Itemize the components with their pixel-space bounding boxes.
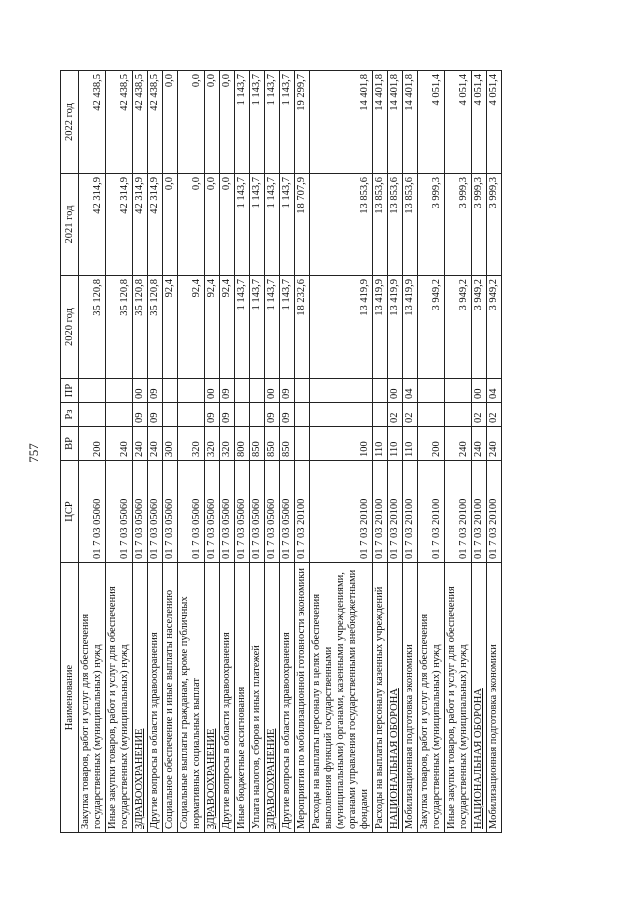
row-rz-cell: 09: [265, 403, 280, 427]
row-2022-cell: 0,0: [178, 71, 205, 174]
row-name-cell: Иные закупки товаров, работ и услуг для обеспечения государственных (муниципальных) нужд: [106, 563, 133, 833]
row-2021-cell: 13 853,6: [388, 174, 403, 276]
row-vr-cell: 110: [388, 427, 403, 461]
row-rz-cell: 02: [472, 403, 487, 427]
row-2021-cell: 1 143,7: [235, 174, 250, 276]
row-2021-cell: 0,0: [205, 174, 220, 276]
table-row: [220, 71, 235, 833]
row-name-cell: Закупка товаров, работ и услуг для обеспечения государственных (муниципальных) нужд: [79, 563, 106, 833]
table-row: [310, 71, 373, 833]
rotated-table-container: [60, 71, 568, 833]
row-vr-cell: 240: [148, 427, 163, 461]
row-vr-cell: 300: [163, 427, 178, 461]
row-vr-cell: 240: [133, 427, 148, 461]
row-name-cell: НАЦИОНАЛЬНАЯ ОБОРОНА: [472, 563, 487, 833]
row-2021-cell: 3 999,3: [472, 174, 487, 276]
row-name-cell: Расходы на выплаты персоналу казенных учреждений: [373, 563, 388, 833]
row-rz-cell: 09: [220, 403, 235, 427]
table-body: [79, 71, 502, 833]
row-2021-cell: 1 143,7: [250, 174, 265, 276]
row-vr-cell: 320: [178, 427, 205, 461]
table-row: [148, 71, 163, 833]
row-2022-cell: 4 051,4: [418, 71, 445, 174]
row-name-cell: Мобилизационная подготовка экономики: [487, 563, 502, 833]
row-rz-cell: 09: [148, 403, 163, 427]
row-2020-cell: 35 120,8: [79, 276, 106, 379]
row-vr-cell: 240: [445, 427, 472, 461]
row-2020-cell: 13 419,9: [388, 276, 403, 379]
row-2021-cell: 42 314,9: [148, 174, 163, 276]
row-name-cell: Уплата налогов, сборов и иных платежей: [250, 563, 265, 833]
row-2020-cell: 1 143,7: [235, 276, 250, 379]
row-2020-cell: 92,4: [220, 276, 235, 379]
row-pr-cell: [418, 379, 445, 403]
row-csr-cell: 01 7 03 20100: [310, 461, 373, 563]
row-rz-cell: 02: [487, 403, 502, 427]
page-number: 757: [26, 443, 41, 463]
row-vr-cell: 240: [472, 427, 487, 461]
row-rz-cell: 09: [280, 403, 295, 427]
row-2021-cell: 1 143,7: [265, 174, 280, 276]
row-rz-cell: 09: [205, 403, 220, 427]
table-row: [79, 71, 106, 833]
row-2021-cell: 3 999,3: [487, 174, 502, 276]
row-csr-cell: 01 7 03 20100: [388, 461, 403, 563]
row-name-cell: НАЦИОНАЛЬНАЯ ОБОРОНА: [388, 563, 403, 833]
row-csr-cell: 01 7 03 20100: [295, 461, 310, 563]
table-row: [250, 71, 265, 833]
row-csr-cell: 01 7 03 20100: [472, 461, 487, 563]
row-pr-cell: [310, 379, 373, 403]
row-csr-cell: 01 7 03 05060: [178, 461, 205, 563]
row-csr-cell: 01 7 03 05060: [133, 461, 148, 563]
budget-table: [60, 70, 502, 833]
row-2020-cell: 13 419,9: [310, 276, 373, 379]
row-vr-cell: 240: [487, 427, 502, 461]
row-csr-cell: 01 7 03 20100: [487, 461, 502, 563]
row-2020-cell: 1 143,7: [265, 276, 280, 379]
row-2021-cell: 0,0: [220, 174, 235, 276]
row-pr-cell: 00: [133, 379, 148, 403]
row-csr-cell: 01 7 03 20100: [373, 461, 388, 563]
row-name-cell: Другие вопросы в области здравоохранения: [220, 563, 235, 833]
row-pr-cell: [79, 379, 106, 403]
row-name-cell: Мероприятия по мобилизационной готовности экономики: [295, 563, 310, 833]
row-vr-cell: [295, 427, 310, 461]
row-2020-cell: 35 120,8: [106, 276, 133, 379]
row-rz-cell: 09: [133, 403, 148, 427]
header-name: Наименование: [61, 563, 79, 833]
row-pr-cell: 00: [205, 379, 220, 403]
row-pr-cell: [106, 379, 133, 403]
row-csr-cell: 01 7 03 05060: [235, 461, 250, 563]
row-2020-cell: 1 143,7: [280, 276, 295, 379]
row-2022-cell: 19 299,7: [295, 71, 310, 174]
row-2021-cell: 0,0: [178, 174, 205, 276]
row-2022-cell: 4 051,4: [472, 71, 487, 174]
row-rz-cell: [106, 403, 133, 427]
row-pr-cell: 04: [403, 379, 418, 403]
row-2020-cell: 92,4: [178, 276, 205, 379]
row-2022-cell: 1 143,7: [280, 71, 295, 174]
row-rz-cell: [79, 403, 106, 427]
row-csr-cell: 01 7 03 05060: [250, 461, 265, 563]
row-pr-cell: [445, 379, 472, 403]
table-row: [133, 71, 148, 833]
table-row: [265, 71, 280, 833]
row-2021-cell: 42 314,9: [79, 174, 106, 276]
row-name-cell: ЗДРАВООХРАНЕНИЕ: [133, 563, 148, 833]
row-2020-cell: 13 419,9: [403, 276, 418, 379]
row-pr-cell: [295, 379, 310, 403]
header-2020: 2020 год: [61, 276, 79, 379]
row-name-cell: Иные закупки товаров, работ и услуг для обеспечения государственных (муниципальных) нужд: [445, 563, 472, 833]
table-row: [205, 71, 220, 833]
row-name-cell: Другие вопросы в области здравоохранения: [280, 563, 295, 833]
table-row: [280, 71, 295, 833]
row-csr-cell: 01 7 03 05060: [163, 461, 178, 563]
row-2020-cell: 18 232,6: [295, 276, 310, 379]
row-pr-cell: 04: [487, 379, 502, 403]
row-2022-cell: 4 051,4: [445, 71, 472, 174]
table-row: [373, 71, 388, 833]
row-2021-cell: 13 853,6: [373, 174, 388, 276]
row-2022-cell: 1 143,7: [265, 71, 280, 174]
table-row: [178, 71, 205, 833]
table-row: [403, 71, 418, 833]
row-2022-cell: 0,0: [205, 71, 220, 174]
table-row: [388, 71, 403, 833]
row-vr-cell: 110: [373, 427, 388, 461]
header-vr: ВР: [61, 427, 79, 461]
row-pr-cell: 00: [388, 379, 403, 403]
row-name-cell: Иные бюджетные ассигнования: [235, 563, 250, 833]
row-2022-cell: 42 438,5: [106, 71, 133, 174]
row-2022-cell: 1 143,7: [250, 71, 265, 174]
row-name-cell: Расходы на выплаты персоналу в целях обеспечения выполнения функций государственными (муниципальными) органами, казенными учреждениями, органами управления государственными внебюджетными фондами: [310, 563, 373, 833]
header-csr: ЦСР: [61, 461, 79, 563]
row-pr-cell: [163, 379, 178, 403]
row-2022-cell: 42 438,5: [79, 71, 106, 174]
row-csr-cell: 01 7 03 05060: [79, 461, 106, 563]
row-2021-cell: 3 999,3: [418, 174, 445, 276]
row-2022-cell: 14 401,8: [388, 71, 403, 174]
row-2021-cell: 13 853,6: [403, 174, 418, 276]
header-pr: ПР: [61, 379, 79, 403]
row-2020-cell: 3 949,2: [472, 276, 487, 379]
row-2020-cell: 13 419,9: [373, 276, 388, 379]
row-pr-cell: 00: [265, 379, 280, 403]
table-row: [163, 71, 178, 833]
row-2020-cell: 35 120,8: [133, 276, 148, 379]
row-2021-cell: 0,0: [163, 174, 178, 276]
row-vr-cell: 100: [310, 427, 373, 461]
table-row: [106, 71, 133, 833]
header-2021: 2021 год: [61, 174, 79, 276]
row-vr-cell: 240: [106, 427, 133, 461]
row-name-cell: Мобилизационная подготовка экономики: [403, 563, 418, 833]
row-2022-cell: 14 401,8: [310, 71, 373, 174]
row-name-cell: Социальное обеспечение и иные выплаты населению: [163, 563, 178, 833]
row-rz-cell: [178, 403, 205, 427]
row-2022-cell: 1 143,7: [235, 71, 250, 174]
row-2022-cell: 14 401,8: [373, 71, 388, 174]
row-2020-cell: 3 949,2: [445, 276, 472, 379]
row-rz-cell: [163, 403, 178, 427]
row-pr-cell: 09: [148, 379, 163, 403]
row-csr-cell: 01 7 03 05060: [280, 461, 295, 563]
row-2020-cell: 92,4: [205, 276, 220, 379]
row-pr-cell: 09: [280, 379, 295, 403]
row-name-cell: Социальные выплаты гражданам, кроме публичных нормативных социальных выплат: [178, 563, 205, 833]
table-row: [418, 71, 445, 833]
row-pr-cell: [178, 379, 205, 403]
row-rz-cell: 02: [403, 403, 418, 427]
row-2022-cell: 0,0: [163, 71, 178, 174]
row-2020-cell: 92,4: [163, 276, 178, 379]
row-csr-cell: 01 7 03 20100: [403, 461, 418, 563]
table-row: [235, 71, 250, 833]
row-rz-cell: [418, 403, 445, 427]
row-2022-cell: 0,0: [220, 71, 235, 174]
row-pr-cell: [250, 379, 265, 403]
row-vr-cell: 850: [280, 427, 295, 461]
row-name-cell: ЗДРАВООХРАНЕНИЕ: [205, 563, 220, 833]
row-rz-cell: [373, 403, 388, 427]
row-rz-cell: [310, 403, 373, 427]
header-2022: 2022 год: [61, 71, 79, 174]
row-csr-cell: 01 7 03 05060: [265, 461, 280, 563]
row-vr-cell: 200: [79, 427, 106, 461]
row-2021-cell: 13 853,6: [310, 174, 373, 276]
row-rz-cell: [235, 403, 250, 427]
row-2022-cell: 42 438,5: [148, 71, 163, 174]
table-row: [472, 71, 487, 833]
row-pr-cell: 00: [472, 379, 487, 403]
row-2022-cell: 14 401,8: [403, 71, 418, 174]
row-2020-cell: 3 949,2: [487, 276, 502, 379]
row-vr-cell: 850: [265, 427, 280, 461]
row-name-cell: Закупка товаров, работ и услуг для обеспечения государственных (муниципальных) нужд: [418, 563, 445, 833]
row-csr-cell: 01 7 03 05060: [148, 461, 163, 563]
row-vr-cell: 110: [403, 427, 418, 461]
row-2021-cell: 42 314,9: [106, 174, 133, 276]
table-row: [487, 71, 502, 833]
row-name-cell: ЗДРАВООХРАНЕНИЕ: [265, 563, 280, 833]
row-vr-cell: 800: [235, 427, 250, 461]
row-pr-cell: [373, 379, 388, 403]
row-csr-cell: 01 7 03 05060: [205, 461, 220, 563]
row-pr-cell: [235, 379, 250, 403]
row-csr-cell: 01 7 03 20100: [418, 461, 445, 563]
row-2020-cell: 3 949,2: [418, 276, 445, 379]
row-2020-cell: 1 143,7: [250, 276, 265, 379]
row-2021-cell: 1 143,7: [280, 174, 295, 276]
row-vr-cell: 320: [220, 427, 235, 461]
row-rz-cell: [250, 403, 265, 427]
table-row: [295, 71, 310, 833]
row-rz-cell: [295, 403, 310, 427]
row-rz-cell: [445, 403, 472, 427]
row-2022-cell: 4 051,4: [487, 71, 502, 174]
row-2021-cell: 18 707,9: [295, 174, 310, 276]
table-header-row: [61, 71, 79, 833]
row-pr-cell: 09: [220, 379, 235, 403]
row-vr-cell: 850: [250, 427, 265, 461]
row-csr-cell: 01 7 03 05060: [106, 461, 133, 563]
row-name-cell: Другие вопросы в области здравоохранения: [148, 563, 163, 833]
row-2021-cell: 3 999,3: [445, 174, 472, 276]
row-rz-cell: 02: [388, 403, 403, 427]
row-2022-cell: 42 438,5: [133, 71, 148, 174]
row-vr-cell: 320: [205, 427, 220, 461]
row-csr-cell: 01 7 03 20100: [445, 461, 472, 563]
header-rz: Рз: [61, 403, 79, 427]
table-row: [445, 71, 472, 833]
row-vr-cell: 200: [418, 427, 445, 461]
row-csr-cell: 01 7 03 05060: [220, 461, 235, 563]
row-2020-cell: 35 120,8: [148, 276, 163, 379]
row-2021-cell: 42 314,9: [133, 174, 148, 276]
